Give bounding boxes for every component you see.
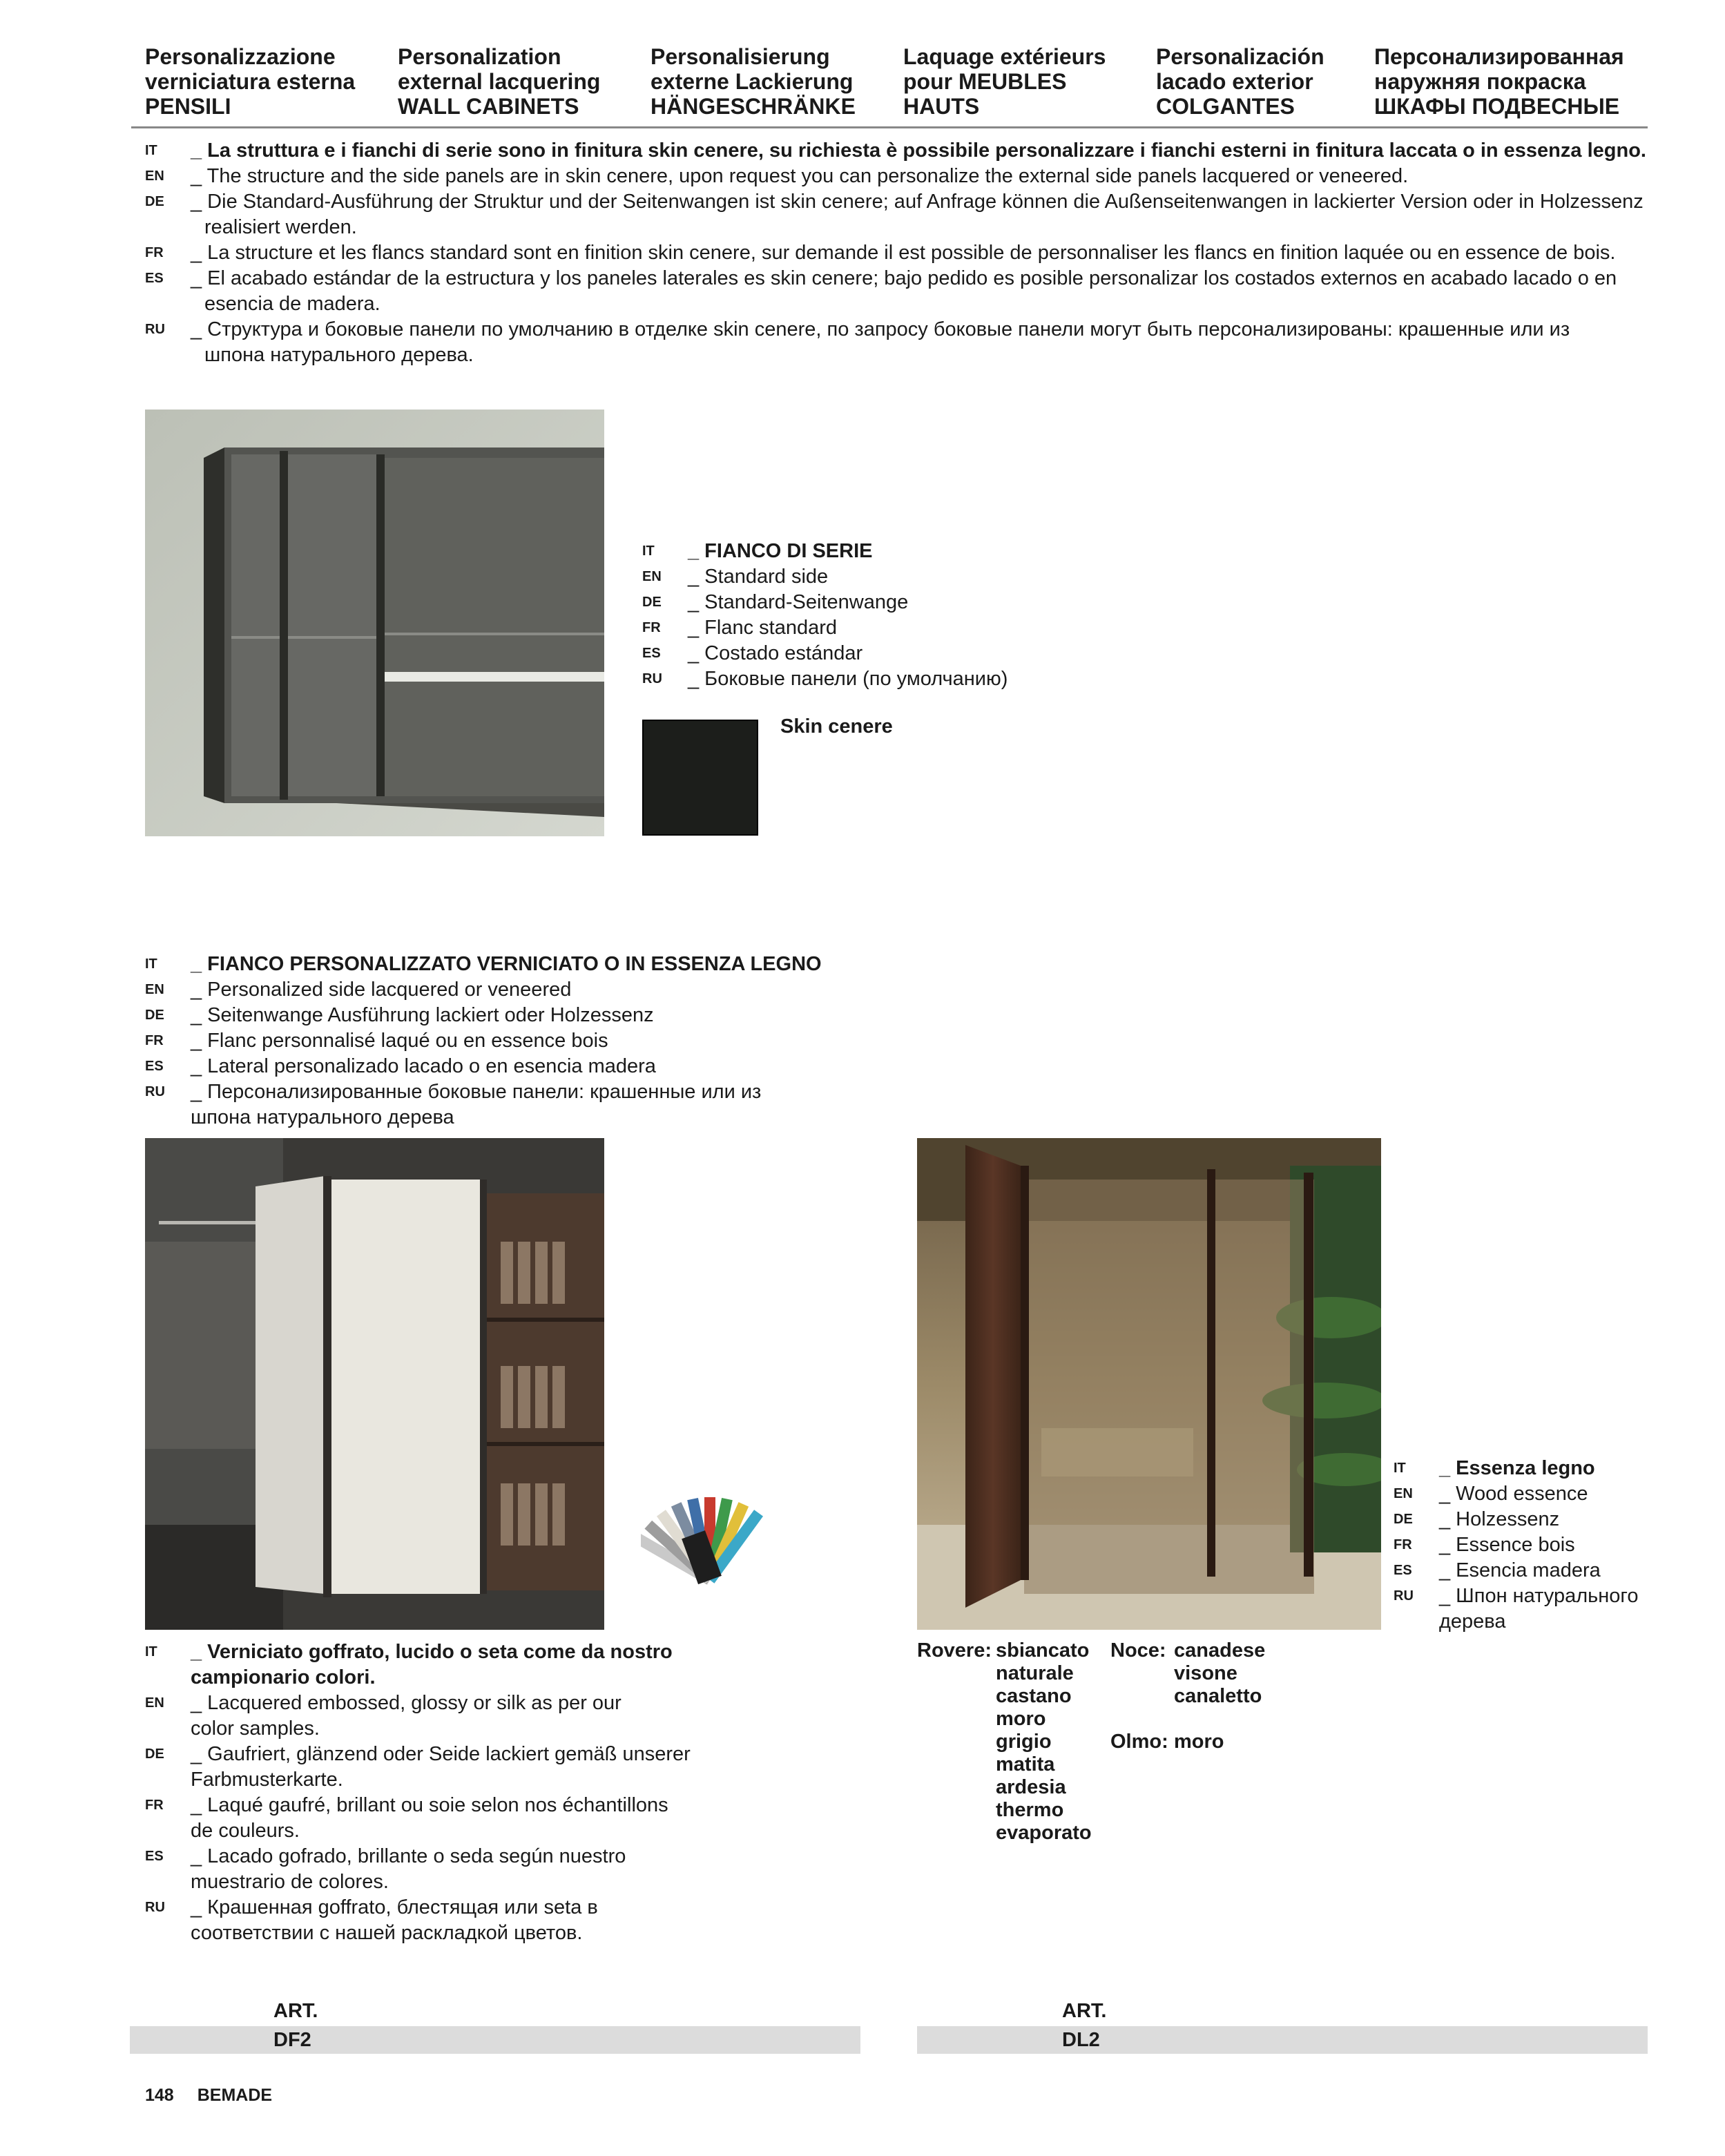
page-number: 148 (145, 2086, 174, 2105)
rovere-label: Rovere: (917, 1639, 992, 1662)
art-label-right: ART. (1062, 2000, 1107, 2022)
header-col-it: Personalizzazione verniciatura esterna PENSILI (145, 44, 356, 119)
rovere-finishes-list (996, 1639, 1092, 1845)
art-code-right: DL2 (1062, 2029, 1100, 2051)
art-bar-right (917, 2026, 1648, 2054)
header-col-es: Personalización lacado exterior COLGANTES (1156, 44, 1324, 119)
color-samples-fan (641, 1490, 779, 1594)
header-col-en: Personalization external lacquering WALL CABINETS (398, 44, 601, 119)
noce-finishes-list (1174, 1639, 1265, 1708)
page-footer (145, 2086, 296, 2106)
art-bar-left (130, 2026, 860, 2054)
lacquer-text: IT _ Verniciato goffrato, lucido o seta come da nostro campionario colori. EN _ Lacquered embossed, glossy or silk as per our color samples. DE _ Gaufriert, glänzend oder Seide lackiert gemäß unserer Farbmusterkarte. FR _ Laqué gaufré, brillant ou soie selon nos échantillons de couleurs. ES _ Lacado gofrado, brillante o seda según nuestro muestrario de colores. RU _ Крашенная goffrato, блестящая или seta в соответствии с нашей раскладкой цветов. (145, 1641, 691, 1944)
list-item: visone (1174, 1662, 1237, 1684)
skin-cenere-swatch (642, 720, 758, 836)
list-item: moro (1174, 1731, 1224, 1753)
list-item: evaporato (996, 1822, 1092, 1844)
art-code-left: DF2 (273, 2029, 311, 2051)
intro-text: IT _ La struttura e i fianchi di serie sono in finitura skin cenere, su richiesta è possibile personalizzare i fianchi esterni in finitura laccata o in essenza legno. EN _ The structure and the side panels are in skin cenere, upon request you can personalize the external side panels lacquered or veneered. DE _ Die Standard-Ausführung der Struktur und der Seitenwangen ist skin cenere; auf Anfrage können die Außenseitenwangen in lackierter Version oder in Holzessenz realisiert werden. FR _ La structure et les flancs standard sont en finition skin cenere, sur demande il est possible de personnaliser les flancs en finition laquée ou en essence de bois. ES _ El acabado estándar de la estructura y los paneles laterales es skin cenere; bajo pedido es posible personalizar los costados externos en acabado lacado o en esencia de madera. RU _ Структура и боковые панели по умолчанию в отделке skin cenere, по запросу боковые панели могут быть персонализированы: крашенные или из шпона натурального дерева. (145, 139, 1646, 366)
noce-label: Noce: (1110, 1639, 1166, 1662)
list-item: canadese (1174, 1639, 1266, 1662)
skin-cenere-label: Skin cenere (780, 715, 893, 738)
olmo-finishes-list (1174, 1731, 1224, 1753)
header-col-fr: Laquage extérieurs pour MEUBLES HAUTS (903, 44, 1106, 119)
header-col-ru: Персонализированная наружняя покраска ШКАФЫ ПОДВЕСНЫЕ (1374, 44, 1624, 119)
list-item: grigio (996, 1731, 1052, 1753)
wood-essence-text: IT _ Essenza legno EN _ Wood essence DE _ Holzessenz FR _ Essence bois ES _ Esencia madera RU _ Шпон натурального дерева (1394, 1457, 1639, 1633)
olmo-label: Olmo: (1110, 1731, 1168, 1753)
custom-side-text: IT _ FIANCO PERSONALIZZATO VERNICIATO O IN ESSENZA LEGNO EN _ Personalized side lacquered or veneered DE _ Seitenwange Ausführung lackiert oder Holzessenz FR _ Flanc personnalisé laqué ou en essence bois ES _ Lateral personalizado lacado o en esencia madera RU _ Персонализированные боковые панели: крашенные или из шпона натурального дерева (145, 953, 822, 1128)
standard-side-text: IT _ FIANCO DI SERIE EN _ Standard side DE _ Standard-Seitenwange FR _ Flanc standard ES _ Costado estándar RU _ Боковые панели (по умолчанию) (642, 540, 1008, 690)
wood-cabinet-photo (917, 1138, 1381, 1630)
art-label-left: ART. (273, 2000, 318, 2022)
list-item: castano (996, 1685, 1072, 1707)
lacquered-cabinet-photo (145, 1138, 604, 1630)
list-item: sbiancato (996, 1639, 1090, 1662)
list-item: naturale (996, 1662, 1074, 1684)
list-item: thermo (996, 1799, 1064, 1821)
list-item: canaletto (1174, 1685, 1262, 1707)
header-rule (131, 126, 1648, 128)
header-col-de: Personalisierung externe Lackierung HÄNGESCHRÄNKE (651, 44, 856, 119)
brand-name: BEMADE (197, 2086, 273, 2105)
standard-cabinet-photo (145, 410, 604, 836)
list-item: moro (996, 1708, 1046, 1730)
list-item: matita (996, 1753, 1055, 1775)
list-item: ardesia (996, 1776, 1066, 1798)
